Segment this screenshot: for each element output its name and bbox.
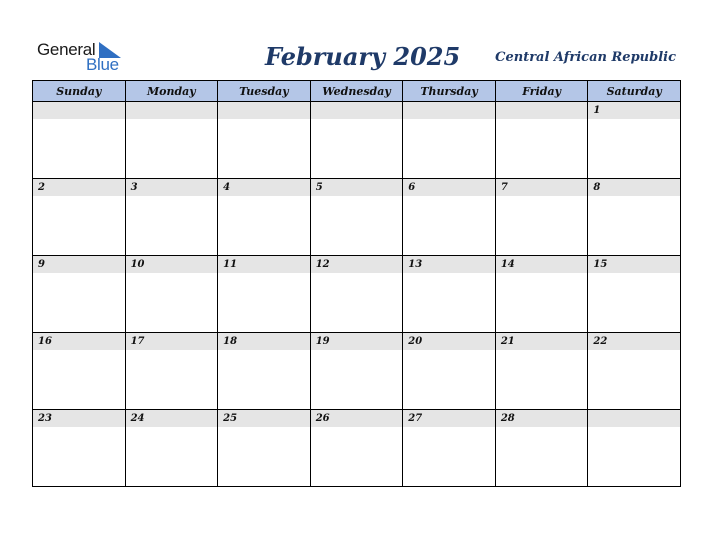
day-number: 28	[496, 410, 588, 427]
day-number: 14	[496, 256, 588, 273]
day-number: 18	[218, 333, 310, 350]
day-number: 27	[403, 410, 495, 427]
day-number: 12	[311, 256, 403, 273]
day-number: 7	[496, 179, 588, 196]
weekday-monday: Monday	[125, 81, 218, 102]
day-cell	[33, 410, 126, 487]
day-number: 11	[218, 256, 310, 273]
day-number	[126, 102, 218, 119]
day-number: 3	[126, 179, 218, 196]
country-name: Central African Republic	[495, 50, 676, 65]
day-number	[403, 102, 495, 119]
day-cell	[125, 102, 218, 179]
day-cell	[403, 179, 496, 256]
day-cell	[218, 102, 311, 179]
day-number: 6	[403, 179, 495, 196]
day-number: 2	[33, 179, 125, 196]
day-cell	[403, 333, 496, 410]
day-cell	[125, 333, 218, 410]
generalblue-logo	[37, 38, 127, 74]
week-row	[33, 410, 681, 487]
calendar-grid	[32, 80, 681, 487]
day-cell	[218, 410, 311, 487]
day-cell	[588, 410, 681, 487]
day-number: 9	[33, 256, 125, 273]
day-cell	[495, 179, 588, 256]
day-number: 24	[126, 410, 218, 427]
day-cell	[403, 102, 496, 179]
day-cell	[310, 256, 403, 333]
day-cell	[310, 102, 403, 179]
day-number	[311, 102, 403, 119]
day-cell	[495, 256, 588, 333]
day-cell	[125, 179, 218, 256]
day-number	[496, 102, 588, 119]
day-number: 21	[496, 333, 588, 350]
day-number: 10	[126, 256, 218, 273]
day-number: 22	[588, 333, 680, 350]
weekday-sunday: Sunday	[33, 81, 126, 102]
day-cell	[33, 333, 126, 410]
weekday-header-row	[33, 81, 681, 102]
day-number: 23	[33, 410, 125, 427]
day-cell	[588, 179, 681, 256]
day-number: 8	[588, 179, 680, 196]
day-cell	[33, 179, 126, 256]
day-number	[588, 410, 680, 427]
week-row	[33, 179, 681, 256]
week-row	[33, 333, 681, 410]
day-cell	[403, 410, 496, 487]
day-cell	[33, 102, 126, 179]
day-cell	[588, 102, 681, 179]
day-cell	[495, 333, 588, 410]
day-cell	[495, 102, 588, 179]
week-row	[33, 256, 681, 333]
weekday-saturday: Saturday	[588, 81, 681, 102]
day-number: 19	[311, 333, 403, 350]
day-number: 15	[588, 256, 680, 273]
day-cell	[588, 333, 681, 410]
day-cell	[218, 333, 311, 410]
day-number	[33, 102, 125, 119]
week-row	[33, 102, 681, 179]
day-number: 1	[588, 102, 680, 119]
day-cell	[125, 410, 218, 487]
day-number: 26	[311, 410, 403, 427]
day-cell	[310, 333, 403, 410]
day-number: 16	[33, 333, 125, 350]
weekday-wednesday: Wednesday	[310, 81, 403, 102]
weekday-tuesday: Tuesday	[218, 81, 311, 102]
day-number	[218, 102, 310, 119]
calendar-title: February 2025	[265, 42, 461, 71]
day-number: 20	[403, 333, 495, 350]
day-cell	[403, 256, 496, 333]
logo-blue-text: Blue	[86, 55, 119, 74]
day-number: 17	[126, 333, 218, 350]
weekday-friday: Friday	[495, 81, 588, 102]
day-cell	[310, 410, 403, 487]
day-number: 13	[403, 256, 495, 273]
day-number: 25	[218, 410, 310, 427]
day-number: 5	[311, 179, 403, 196]
day-cell	[310, 179, 403, 256]
weekday-thursday: Thursday	[403, 81, 496, 102]
day-cell	[218, 256, 311, 333]
day-number: 4	[218, 179, 310, 196]
logo-general-text: General	[37, 40, 96, 59]
day-cell	[495, 410, 588, 487]
day-cell	[33, 256, 126, 333]
day-cell	[218, 179, 311, 256]
day-cell	[125, 256, 218, 333]
day-cell	[588, 256, 681, 333]
